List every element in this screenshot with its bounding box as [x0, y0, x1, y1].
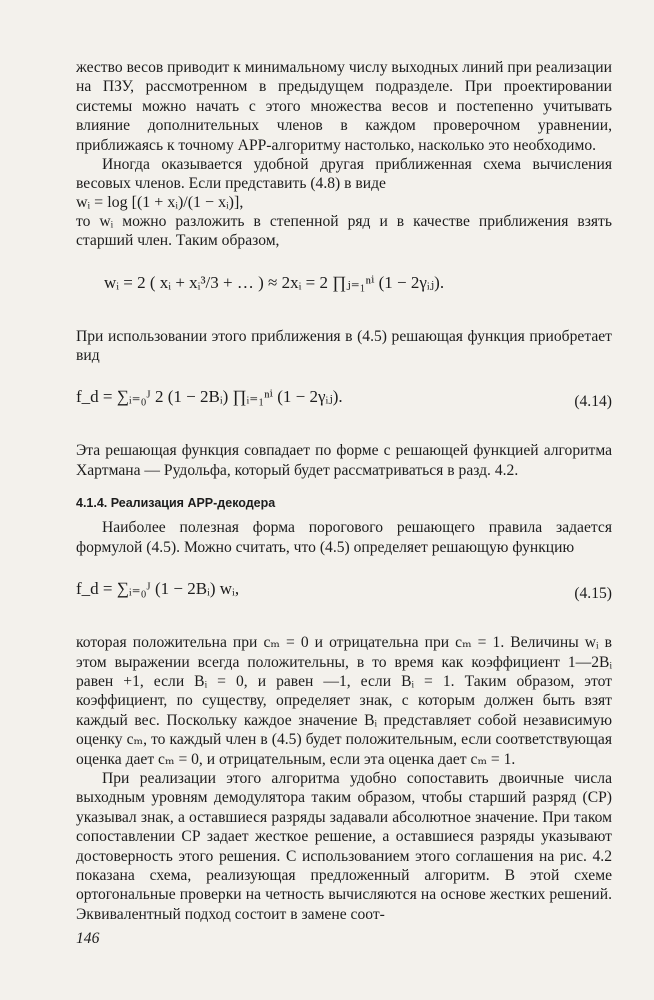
equation-4-15: f_d = ∑ᵢ₌₀ᴶ (1 − 2Bᵢ) wᵢ,: [76, 579, 240, 599]
paragraph-3: то wᵢ можно разложить в степенной ряд и в качестве приближения взять старший член. Таким образом,: [76, 212, 612, 250]
equation-number-4-15: (4.15): [574, 585, 612, 603]
formula-weight-series: wᵢ = 2 ( xᵢ + xᵢ³/3 + … ) ≈ 2xᵢ = 2 ∏ⱼ₌₁ⁿⁱ (1 − 2γᵢⱼ).: [104, 272, 445, 292]
paragraph-6: Наиболее полезная форма порогового решающего правила задается формулой (4.5). Можно считать, что (4.5) определяет решающую функцию: [76, 519, 612, 556]
equation-4-15-block: [76, 557, 612, 633]
paragraph-1: жество весов приводит к минимальному числу выходных линий при реализации на ПЗУ, рассмотренном в предыдущем подразделе. При проектировании системы можно начать с этого множества весов и постепенно учитывать влияние дополнительных членов в каждом проверочном уравнении, приближаясь к точному АРР-алгоритму настолько, насколько это необходимо.: [76, 59, 612, 154]
paragraph-7: которая положительна при cₘ = 0 и отрицательна при cₘ = 1. Величины wᵢ в этом выражении всегда положительны, в то время как коэффициент 1—2Bᵢ равен +1, если Bᵢ = 0, и равен —1, если Bᵢ = 1. Таким образом, этот коэффициент, по существу, определяет знак, с которым должен быть взят каждый вес. Поскольку каждое значение Bᵢ представляет собой независимую оценку cₘ, то каждый член в (4.5) будет положительным, если соответствующая оценка дает cₘ = 0, и отрицательным, если эта оценка дает cₘ = 1.: [76, 634, 612, 768]
equation-number-4-14: (4.14): [574, 393, 612, 411]
paragraph-5: Эта решающая функция совпадает по форме с решающей функцией алгоритма Хартмана — Рудольфа, который будет рассматриваться в разд. 4.2.: [76, 442, 612, 479]
paragraph-8: При реализации этого алгоритма удобно сопоставить двоичные числа выходным уровням демодулятора таким образом, чтобы старший разряд (СР) указывал знак, а оставшиеся разряды задавали абсолютное значение. При таком сопоставлении СР задает жесткое решение, а оставшиеся разряды указывают достоверность этого решения. С использованием этого соглашения на рис. 4.2 показана схема, реализующая предложенный алгоритм. В этой схеме ортогональные проверки на четность вычисляются на основе жестких решений. Эквивалентный подход состоит в замене соот-: [76, 769, 612, 923]
formula-weight-log: wᵢ = log [(1 + xᵢ)/(1 − xᵢ)],: [76, 193, 244, 211]
section-heading: 4.1.4. Реализация АРР-декодера: [76, 496, 276, 511]
equation-4-14-block: [76, 365, 612, 441]
formula-weight-series-block: [76, 251, 612, 327]
page-number: 146: [76, 930, 100, 948]
paragraph-2: Иногда оказывается удобной другая приближенная схема вычисления весовых членов. Если представить (4.8) в виде: [76, 156, 612, 193]
paragraph-4: При использовании этого приближения в (4.5) решающая функция приобретает вид: [76, 327, 612, 365]
page-body: [76, 58, 612, 948]
equation-4-14: f_d = ∑ᵢ₌₀ᴶ 2 (1 − 2Bᵢ) ∏ᵢ₌₁ⁿⁱ (1 − 2γᵢⱼ).: [76, 387, 343, 407]
